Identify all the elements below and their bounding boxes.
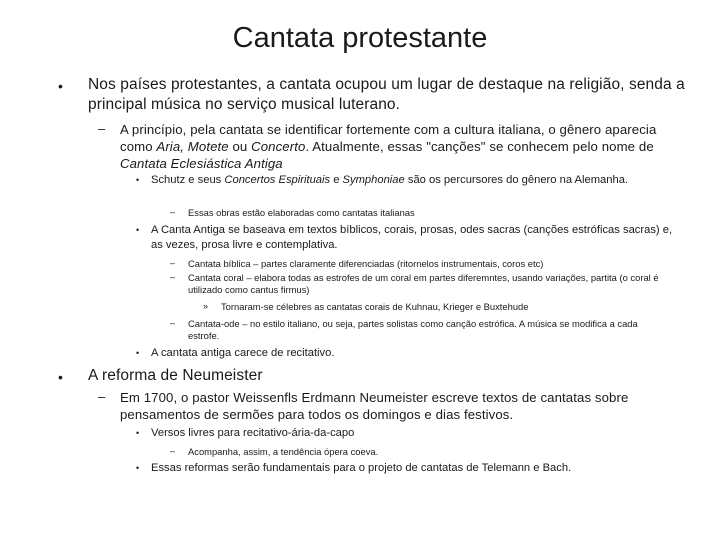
text-italic: Concertos Espirituais [224, 174, 331, 186]
text-run: . Atualmente, essas "canções" se conhecem pelo nome de [305, 139, 654, 154]
text-run: e [330, 174, 343, 186]
bullet-text [120, 121, 692, 172]
bullet-text: Essas reformas serão fundamentais para o projeto de cantatas de Telemann e Bach. [151, 462, 572, 474]
text-italic: Cantata Eclesiástica Antiga [120, 156, 283, 171]
bullet-dot: • [136, 463, 140, 473]
bullet-text [151, 173, 671, 188]
text-italic: Aria, Motete [156, 139, 229, 154]
text-run: ou [228, 139, 252, 154]
bullet-arrow: » [203, 301, 209, 311]
bullet-dash: – [170, 446, 176, 456]
text-run: são os percursores do gênero na Alemanha. [404, 174, 629, 186]
bullet-dot: • [58, 78, 63, 94]
bullet-text: Versos livres para recitativo-ária-da-capo [151, 427, 355, 439]
slide-title: Cantata protestante [232, 22, 488, 54]
bullet-dot: • [58, 369, 63, 385]
bullet-dot: • [136, 428, 140, 438]
bullet-text: Cantata coral – elabora todas as estrofes de um coral em partes diferemntes, usando variações, partita (o coral é utilizado como cantus firmus) [188, 272, 659, 295]
bullet-dash: – [170, 207, 176, 217]
bullet-text: Essas obras estão elaboradas como cantatas italianas [188, 207, 415, 218]
bullet-dash: – [170, 318, 176, 328]
bullet-text: A reforma de Neumeister [88, 367, 263, 384]
bullet-text: Cantata-ode – no estilo italiano, ou seja, partes solistas como canção estrófica. A música se modifica a cada estrofe. [188, 318, 638, 341]
bullet-text: Nos países protestantes, a cantata ocupou um lugar de destaque na religião, senda a principal música no serviço musical luterano. [88, 76, 685, 113]
bullet-text: A Canta Antiga se baseava em textos bíblicos, corais, prosas, odes sacras (canções estróficas sacras) e, as vezes, prosa livre e contemplativa. [151, 224, 673, 251]
text-run: Schutz e seus [151, 174, 225, 186]
bullet-text: Em 1700, o pastor Weissenfls Erdmann Neumeister escreve textos de cantatas sobre pensamentos de sermões para todos os domingos e dias festivos. [120, 390, 629, 422]
bullet-dash: – [98, 121, 106, 136]
text-italic: Concerto [251, 139, 306, 154]
text-italic: Symphoniae [342, 174, 405, 186]
bullet-dot: • [136, 175, 140, 185]
bullet-text: Cantata bíblica – partes claramente diferenciadas (ritornelos instrumentais, coros etc) [188, 258, 544, 269]
bullet-text: Acompanha, assim, a tendência ópera coeva. [188, 446, 379, 457]
bullet-dash: – [170, 258, 176, 268]
bullet-dot: • [136, 225, 140, 235]
bullet-dash: – [98, 389, 106, 404]
bullet-text: Tornaram-se célebres as cantatas corais de Kuhnau, Krieger e Buxtehude [221, 301, 529, 312]
bullet-dot: • [136, 348, 140, 358]
text-run: A princípio, pela cantata se identificar fortemente com a cultura italiana, o gênero aparecia como [120, 122, 657, 154]
bullet-dash: – [170, 272, 176, 282]
bullet-text: A cantata antiga carece de recitativo. [151, 347, 335, 359]
